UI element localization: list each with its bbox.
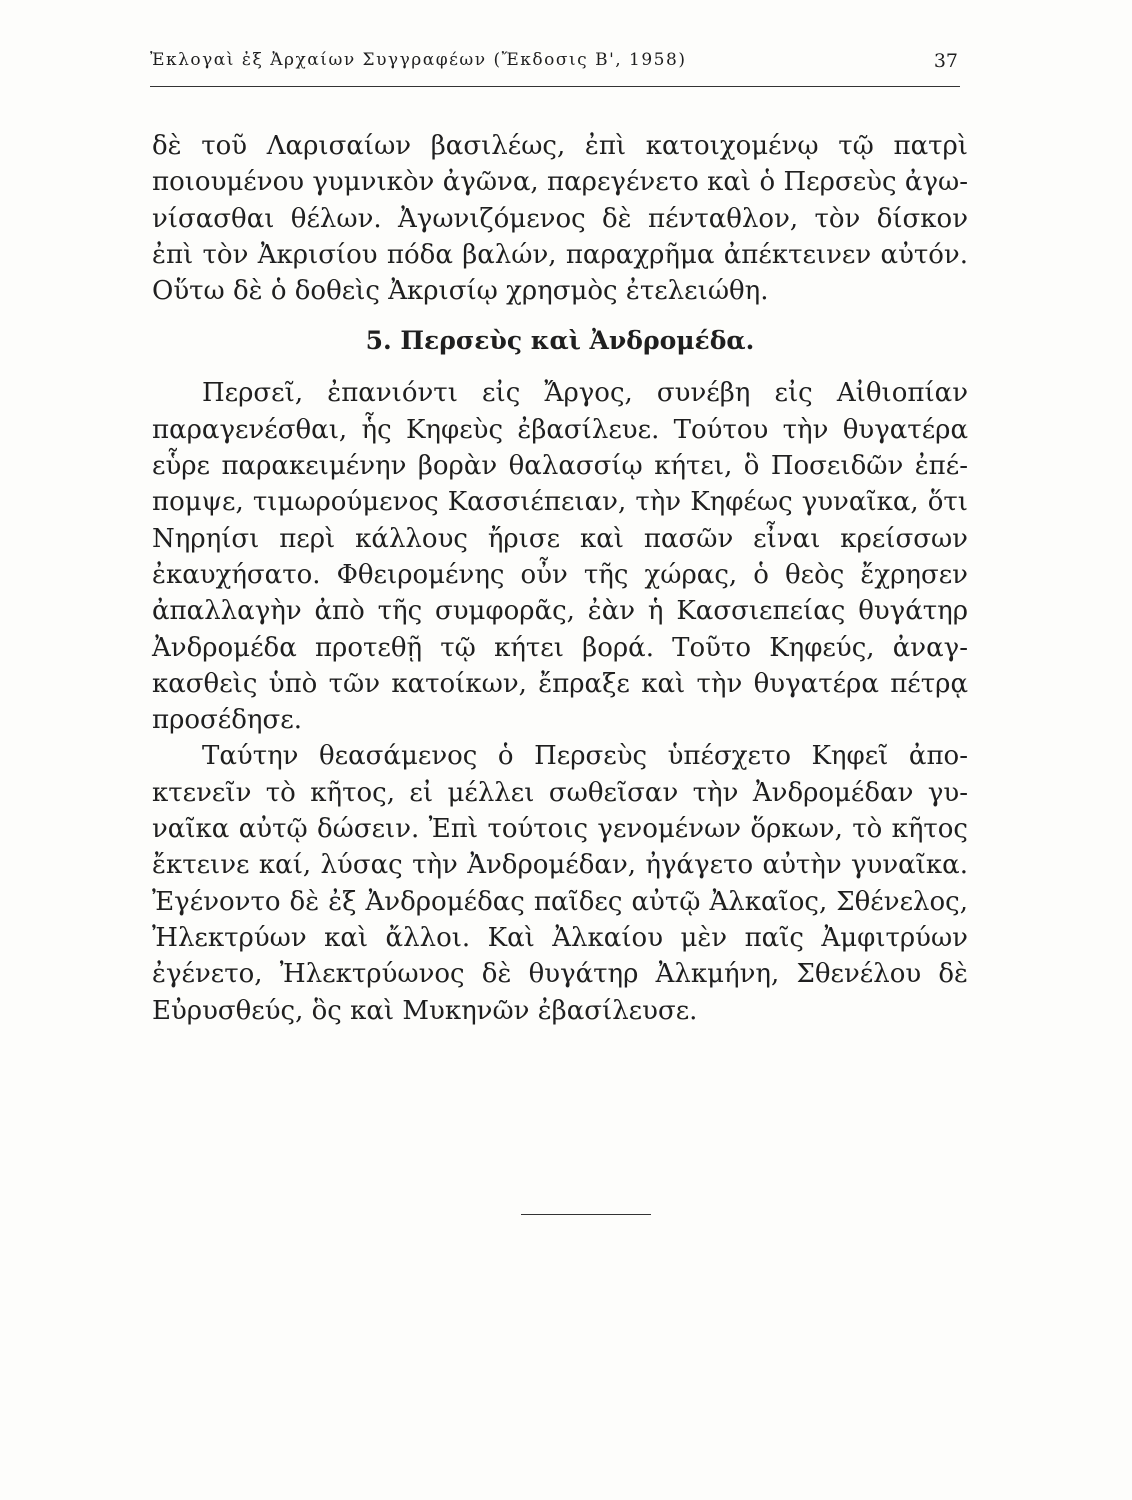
page-number: 37 bbox=[933, 50, 958, 72]
opening-paragraph: δὲ τοῦ Λαρισαίων βασιλέως, ἐπὶ κατοιχομένῳ τῷ πατρὶ ποιουμένου γυμνικὸν ἀγῶνα, παρεγένετο καὶ ὁ Περσεὺς ἀγωνίσασθαι θέλων. Ἀγωνιζόμενος δὲ πένταθλον, τὸν δίσκον ἐπὶ τὸν Ἀκρισίου πόδα βαλών, παραχρῆμα ἀπέκτεινεν αὐτόν. Οὕτω δὲ ὁ δοθεὶς Ἀκρισίῳ χρησμὸς ἐτελειώθη. bbox=[152, 131, 968, 307]
section-heading: 5. Περσεὺς καὶ Ἀνδρομέδα. bbox=[365, 326, 755, 356]
page-body bbox=[152, 128, 968, 1029]
page-header bbox=[150, 50, 960, 87]
end-rule bbox=[521, 1214, 651, 1215]
paragraph: Ταύτην θεασάμενος ὁ Περσεὺς ὑπέσχετο Κηφεῖ ἀποκτενεῖν τὸ κῆτος, εἰ μέλλει σωθεῖσαν τὴν Ἀνδρομέδαν γυναῖκα αὐτῷ δώσειν. Ἐπὶ τούτοις γενομένων ὅρκων, τὸ κῆτος ἔκτεινε καί, λύσας τὴν Ἀνδρομέδαν, ἠγάγετο αὐτὴν γυναῖκα. Ἐγένοντο δὲ ἐξ Ἀνδρομέδας παῖδες αὐτῷ Ἀλκαῖος, Σθένελος, Ἠλεκτρύων καὶ ἄλλοι. Καὶ Ἀλκαίου μὲν παῖς Ἀμφιτρύων ἐγένετο, Ἠλεκτρύωνος δὲ θυγάτηρ Ἀλκμήνη, Σθενέλου δὲ Εὐρυσθεύς, ὃς καὶ Μυκηνῶν ἐβασίλευσε. bbox=[152, 741, 968, 1026]
running-head: Ἐκλογαὶ ἐξ Ἀρχαίων Συγγραφέων (Ἔκδοσις Β', 1958) bbox=[150, 50, 687, 70]
paragraph: Περσεῖ, ἐπανιόντι εἰς Ἄργος, συνέβη εἰς Αἰθιοπίαν παραγενέσθαι, ἧς Κηφεὺς ἐβασίλευε. Τούτου τὴν θυγατέρα εὗρε παρακειμένην βορὰν θαλασσίῳ κήτει, ὃ Ποσειδῶν ἐπέπομψε, τιμωρούμενος Κασσιέπειαν, τὴν Κηφέως γυναῖκα, ὅτι Νηρηίσι περὶ κάλλους ἤρισε καὶ πασῶν εἶναι κρείσσων ἐκαυχήσατο. Φθειρομένης οὖν τῆς χώρας, ὁ θεὸς ἔχρησεν ἀπαλλαγὴν ἀπὸ τῆς συμφορᾶς, ἐὰν ἡ Κασσιεπείας θυγάτηρ Ἀνδρομέδα προτεθῇ τῷ κήτει βορά. Τοῦτο Κηφεύς, ἀναγκασθεὶς ὑπὸ τῶν κατοίκων, ἔπραξε καὶ τὴν θυγατέρα πέτρᾳ προσέδησε. bbox=[152, 378, 968, 736]
